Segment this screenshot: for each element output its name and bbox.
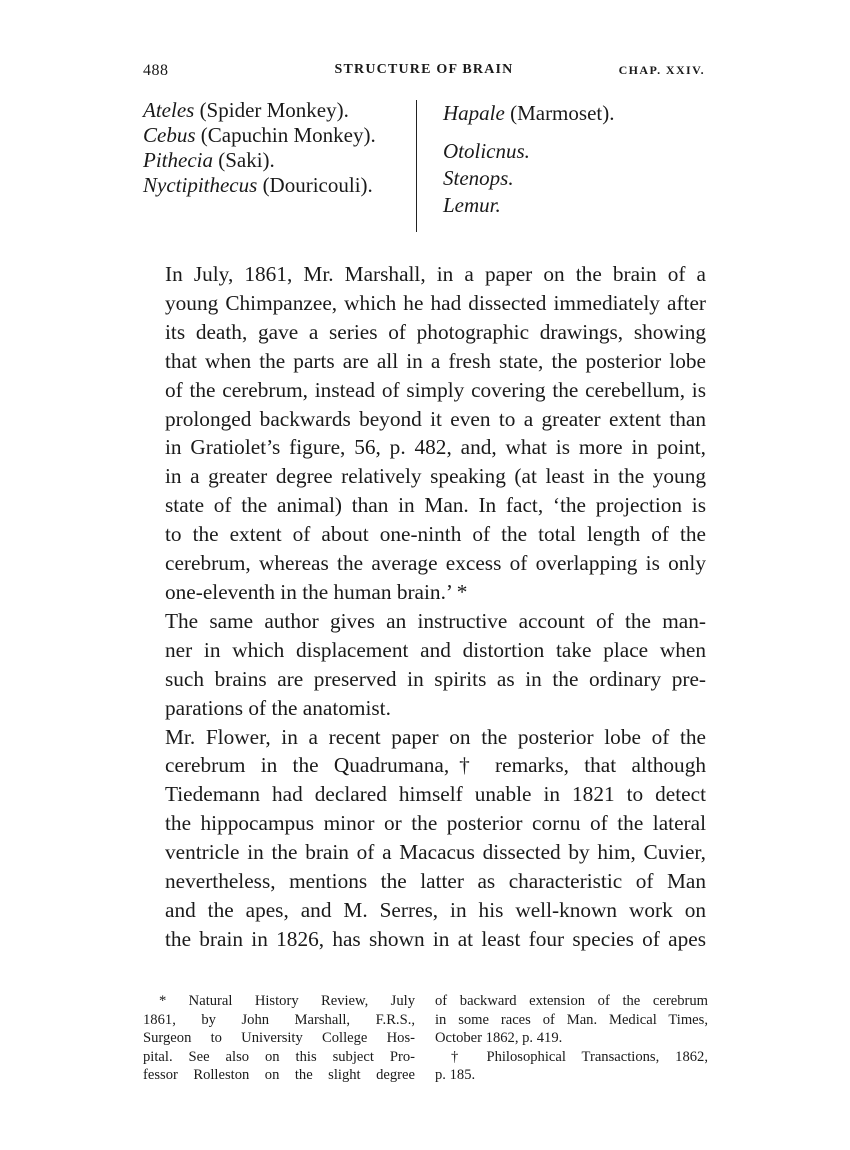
genus-entry	[143, 98, 413, 123]
running-head	[143, 62, 705, 84]
text-line: and the apes, and M. Serres, in his well-known work on	[165, 897, 706, 922]
genus-entry	[443, 138, 723, 165]
genus-entry	[143, 148, 413, 173]
footnote-line: pital. See also on this subject Pro-	[143, 1048, 415, 1065]
genus-entry	[443, 165, 723, 192]
text-line: cerebrum, whereas the average excess of overlapping is only	[165, 551, 706, 576]
text-line: cerebrum in the Quadrumana,† remarks, that although	[165, 753, 706, 778]
footnote-column-left	[143, 992, 415, 1085]
genus-name: Lemur.	[443, 193, 501, 217]
text-line: in Gratiolet’s figure, 56, p. 482, and, what is more in point,	[165, 435, 706, 460]
text-line: to the extent of about one-ninth of the total length of the	[165, 522, 706, 547]
genus-entry	[443, 98, 723, 138]
common-name: (Saki).	[212, 148, 275, 172]
genus-name: Ateles	[143, 98, 195, 122]
footnote-line: October 1862, p. 419.	[435, 1030, 563, 1047]
genus-name: Hapale	[443, 101, 505, 125]
text-line: the hippocampus minor or the posterior cornu of the lateral	[165, 811, 706, 836]
footnote-line: * Natural History Review, July	[159, 993, 415, 1009]
genus-list	[143, 98, 723, 238]
footnote-line: fessor Rolleston on the slight degree	[143, 1067, 415, 1084]
running-title: STRUCTURE OF BRAIN	[334, 62, 514, 77]
page-number: 488	[143, 62, 169, 79]
text-line: In July, 1861, Mr. Marshall, in a paper on the brain of a	[165, 262, 706, 286]
footnote-line: Surgeon to University College Hos-	[143, 1030, 415, 1047]
footnote-line: of backward extension of the cerebrum	[435, 993, 708, 1009]
text-line: prolonged backwards beyond it even to a greater extent than	[165, 406, 706, 431]
text-line: state of the animal) than in Man. In fact, ‘the projection is	[165, 493, 706, 518]
text-line: Tiedemann had declared himself unable in 1821 to detect	[165, 782, 706, 807]
text-line: parations of the anatomist.	[165, 695, 391, 720]
genus-name: Cebus	[143, 123, 196, 147]
text-line: its death, gave a series of photographic drawings, showing	[165, 319, 706, 344]
genus-entry	[443, 192, 723, 219]
text-line: such brains are preserved in spirits as in the ordinary pre-	[165, 666, 706, 691]
genus-name: Otolicnus.	[443, 139, 530, 163]
text-line: Mr. Flower, in a recent paper on the posterior lobe of the	[165, 724, 706, 749]
paragraph-marshall	[143, 260, 706, 607]
genus-entry	[143, 173, 413, 198]
text-line: nevertheless, mentions the latter as characteristic of Man	[165, 869, 706, 894]
genus-entry	[143, 123, 413, 148]
text-line: ventricle in the brain of a Macacus dissected by him, Cuvier,	[165, 840, 706, 865]
body-text	[143, 260, 706, 954]
paragraph-same-author	[143, 607, 706, 723]
text-line: one-eleventh in the human brain.’ *	[165, 579, 468, 604]
footnote-column-right	[435, 992, 708, 1085]
genus-name: Stenops.	[443, 166, 514, 190]
text-line: in a greater degree relatively speaking (at least in the young	[165, 464, 706, 489]
common-name: (Marmoset).	[504, 101, 615, 125]
column-divider	[416, 100, 417, 232]
footnote-line: † Philosophical Transactions, 1862,	[451, 1048, 708, 1065]
chapter-label: CHAP. XXIV.	[618, 63, 705, 77]
text-line: that when the parts are all in a fresh state, the posterior lobe	[165, 348, 706, 373]
text-line: The same author gives an instructive account of the man-	[165, 608, 706, 633]
footnote-line: in some races of Man. Medical Times,	[435, 1011, 708, 1028]
footnote-line: p. 185.	[435, 1067, 476, 1084]
text-line: ner in which displacement and distortion take place when	[165, 637, 706, 662]
text-line: of the cerebrum, instead of simply covering the cerebellum, is	[165, 377, 706, 402]
genus-list-left	[143, 98, 413, 198]
common-name: (Spider Monkey).	[194, 98, 349, 122]
genus-name: Nyctipithecus	[143, 173, 258, 197]
text-line: young Chimpanzee, which he had dissected immediately after	[165, 290, 706, 315]
common-name: (Douricouli).	[257, 173, 373, 197]
footnote-line: 1861, by John Marshall, F.R.S.,	[143, 1011, 415, 1028]
common-name: (Capuchin Monkey).	[195, 123, 376, 147]
genus-name: Pithecia	[143, 148, 213, 172]
genus-list-right	[443, 98, 723, 219]
text-line: the brain in 1826, has shown in at least four species of apes	[165, 926, 706, 951]
paragraph-flower	[143, 723, 706, 954]
